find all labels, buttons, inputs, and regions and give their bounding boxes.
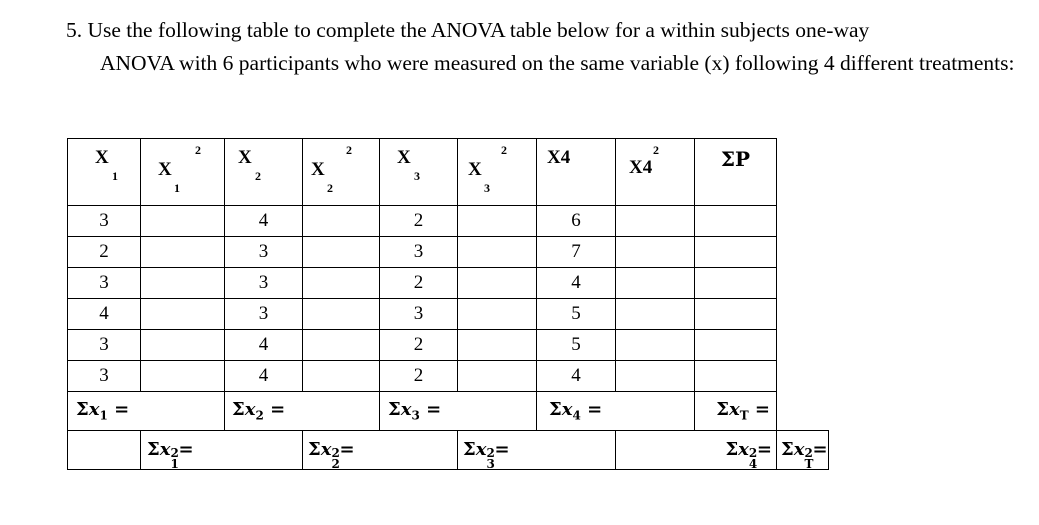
sum-x1-label: $\Sigma x_1$ = [76,399,130,423]
sum-x3-label: $\Sigma x_3$ = [388,399,442,423]
cell-x4-squared [616,330,695,361]
sum-sq-x2-cell [303,431,458,470]
cell-x3-squared [458,361,537,392]
cell-sum-p [695,299,777,330]
cell-x1-squared [141,268,225,299]
cell-x3: 2 [380,361,458,392]
cell-x1-squared [141,237,225,268]
cell-x4-squared [616,361,695,392]
header-x2: X 2 [225,139,303,206]
cell-sum-p [695,206,777,237]
cell-x2: 3 [225,268,303,299]
header-x1-squared: X 1 2 [141,139,225,206]
table-row [68,299,829,330]
cell-sum-p [695,268,777,299]
sum-sq-x4-label: Σx 2 4 = [725,439,772,471]
cell-x1-squared [141,361,225,392]
sum-sq-x1-cell [141,431,303,470]
header-x1: X 1 [68,139,141,206]
sum-xt-label: $\Sigma x_T$ = [716,399,770,423]
sum-sq-x2-label: Σx 2 2 = [308,439,355,471]
header-x2-squared: X 2 2 [303,139,380,206]
sum-x4-label: $\Sigma x_4$ = [549,399,603,423]
sum-sq-x3-cell [458,431,616,470]
data-table [67,138,829,470]
sum-x1-cell [68,392,225,431]
header-row [68,139,829,206]
sum-sq-x4-cell [616,431,777,470]
cell-x1-squared [141,330,225,361]
cell-sum-p [695,330,777,361]
header-x4-squared: X4 2 [616,139,695,206]
cell-x1: 3 [68,206,141,237]
cell-x3-squared [458,237,537,268]
header-x4: X4 [537,139,616,206]
cell-x1: 3 [68,361,141,392]
cell-x3-squared [458,299,537,330]
cell-x1: 4 [68,299,141,330]
cell-x2-squared [303,268,380,299]
table-row [68,330,829,361]
sum-sq-xt-cell [777,431,829,470]
cell-x3: 2 [380,206,458,237]
table-row [68,237,829,268]
cell-x3: 2 [380,330,458,361]
cell-x2: 4 [225,206,303,237]
cell-x4-squared [616,299,695,330]
cell-x4: 4 [537,268,616,299]
cell-sum-p [695,361,777,392]
cell-x3-squared [458,206,537,237]
cell-x3-squared [458,268,537,299]
cell-x2-squared [303,237,380,268]
header-x3-squared: X 3 2 [458,139,537,206]
question-line-1: 5. Use the following table to complete the ANOVA table below for a within subjects one-way [66,18,870,42]
cell-x2-squared [303,206,380,237]
sum-sq-x3-label: Σx 2 3 = [463,439,510,471]
table-row [68,361,829,392]
table-row [68,206,829,237]
sum-x3-cell [380,392,537,431]
question-text [66,14,1026,80]
cell-x4: 5 [537,330,616,361]
cell-x4: 7 [537,237,616,268]
cell-sum-p [695,237,777,268]
sum-sq-xt-label: Σx 2 T = [781,439,828,471]
cell-x3: 3 [380,299,458,330]
sum-row [68,392,829,431]
cell-x2: 4 [225,361,303,392]
cell-x4: 6 [537,206,616,237]
cell-x2: 3 [225,237,303,268]
cell-x3-squared [458,330,537,361]
cell-x1-squared [141,206,225,237]
cell-x2-squared [303,361,380,392]
empty-cell [68,431,141,470]
cell-x3: 2 [380,268,458,299]
table-row [68,268,829,299]
cell-x1: 3 [68,268,141,299]
sum-xt-cell [695,392,777,431]
cell-x4: 4 [537,361,616,392]
sum-x2-cell [225,392,380,431]
cell-x3: 3 [380,237,458,268]
cell-x1: 3 [68,330,141,361]
sum-sq-x1-label: Σx 2 1 = [147,439,194,471]
cell-x2: 3 [225,299,303,330]
header-x3: X 3 [380,139,458,206]
cell-x4: 5 [537,299,616,330]
squares-row [68,431,829,470]
sum-x4-cell [537,392,695,431]
cell-x4-squared [616,237,695,268]
cell-x4-squared [616,206,695,237]
header-sum-p: ΣP [695,139,777,206]
cell-x2: 4 [225,330,303,361]
cell-x1-squared [141,299,225,330]
cell-x2-squared [303,299,380,330]
cell-x2-squared [303,330,380,361]
cell-x1: 2 [68,237,141,268]
question-line-rest: ANOVA with 6 participants who were measured on the same variable (x) following 4 different treatments: [100,51,1015,75]
cell-x4-squared [616,268,695,299]
sum-x2-label: $\Sigma x_2$ = [232,399,286,423]
